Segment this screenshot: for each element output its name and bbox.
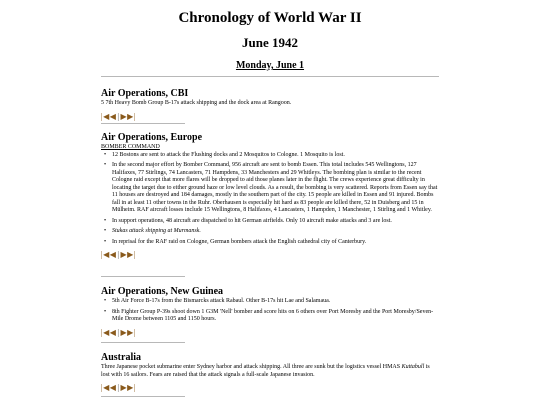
section-europe — [101, 132, 439, 259]
list-item — [112, 228, 439, 236]
text-part: is lost with 16 sailors. Fears are raised that the attack signals a full-scale Japanese invasion. — [101, 364, 430, 378]
divider — [101, 123, 185, 124]
item-list — [101, 298, 439, 324]
subsection-label: BOMBER COMMAND — [101, 144, 160, 150]
nav-links — [101, 383, 439, 392]
divider — [101, 342, 185, 343]
section-text — [101, 364, 439, 379]
prev-link[interactable]: |◀◀ — [101, 327, 117, 337]
page-subtitle: June 1942 — [242, 35, 298, 50]
nav-separator: | — [117, 250, 120, 259]
list-item: • In support operations, 48 aircraft are dispatched to hit German airfields. Only 10 aircraft make attacks and 3 are lost. — [112, 218, 439, 226]
item-list — [101, 152, 439, 247]
prev-link[interactable]: |◀◀ — [101, 250, 117, 259]
section-australia — [101, 352, 439, 392]
prev-link[interactable]: |◀◀ — [101, 111, 117, 121]
nav-links — [101, 112, 439, 121]
ship-name: Kuttabull — [401, 364, 425, 370]
section-heading: Australia — [101, 352, 141, 363]
section-heading: Air Operations, CBI — [101, 88, 189, 99]
divider — [101, 276, 185, 277]
prev-link[interactable]: |◀◀ — [101, 383, 117, 392]
stukas-text: Stukas attack shipping at Murmansk. — [112, 228, 201, 234]
section-cbi — [101, 88, 439, 121]
nav-links — [101, 250, 439, 259]
section-new-guinea — [101, 286, 439, 337]
nav-links — [101, 328, 439, 337]
section-text: 5 7th Heavy Bomb Group B-17s attack shipping and the dock area at Rangoon. — [101, 100, 292, 106]
list-item: • 5th Air Force B-17s from the Bismarcks attack Rabaul. Other B-17s hit Lae and Salamaua. — [112, 298, 439, 306]
divider — [101, 76, 439, 77]
list-item: • 8th Fighter Group P-39s shoot down 1 G3M 'Nell' bomber and score hits on 6 others over Port Moresby and the Port Moresby/Seven-Mile Drome between 1105 and 1150 hours. — [112, 309, 439, 324]
section-heading: Air Operations, New Guinea — [101, 286, 224, 297]
nav-separator: | — [117, 111, 120, 121]
nav-separator: | — [117, 383, 120, 392]
section-heading: Air Operations, Europe — [101, 132, 203, 143]
list-item: • In the second major effort by Bomber Command, 956 aircraft are sent to bomb Essen. This total includes 545 Wellingtons, 127 Halifaxes, 77 Stirlings, 74 Lancasters, 71 Hampdens, 33 Manchesters and 29 Whitleys. The bombing plan is similar to the recent Cologne raid except that more flares will be dropped to aid those planes later in the flight. The crews experience great difficulty in locating the target due to either ground haze or low level clouds. As a result, the bombing is very scattered. Reports from Essen say that 11 houses are destroyed and 184 damages, mostly in the southern part of the city. 15 people are killed in Essen and 91 injured. Bombs fall in at least 11 other towns in the Ruhr. Oberhausen is especially hit hard as 83 people are killed there, 52 in Duisberg and 15 in Mülheim. RAF aircraft losses include 15 Wellingtons, 8 Halifaxes, 4 Lancasters, 1 Hampden, 1 Manchester, 1 Stirling and 1 Whitley. — [112, 162, 439, 215]
next-link[interactable]: ▶▶| — [120, 383, 136, 392]
list-item: • 12 Bostons are sent to attack the Flushing docks and 2 Mosquitos to Cologne. 1 Mosquito is lost. — [112, 152, 439, 160]
next-link[interactable]: ▶▶| — [120, 327, 136, 337]
page-title: Chronology of World War II — [178, 10, 362, 26]
nav-separator: | — [117, 327, 120, 337]
day-heading: Monday, June 1 — [235, 60, 305, 71]
next-link[interactable]: ▶▶| — [120, 250, 136, 259]
divider — [101, 396, 185, 397]
text-part: Three Japanese pocket submarine enter Sydney harbor and attack shipping. All three are sunk but the logistics vessel HMAS — [101, 364, 402, 370]
list-item: • In reprisal for the RAF raid on Cologne, German bombers attack the English cathedral city of Canterbury. — [112, 239, 439, 247]
next-link[interactable]: ▶▶| — [120, 111, 136, 121]
